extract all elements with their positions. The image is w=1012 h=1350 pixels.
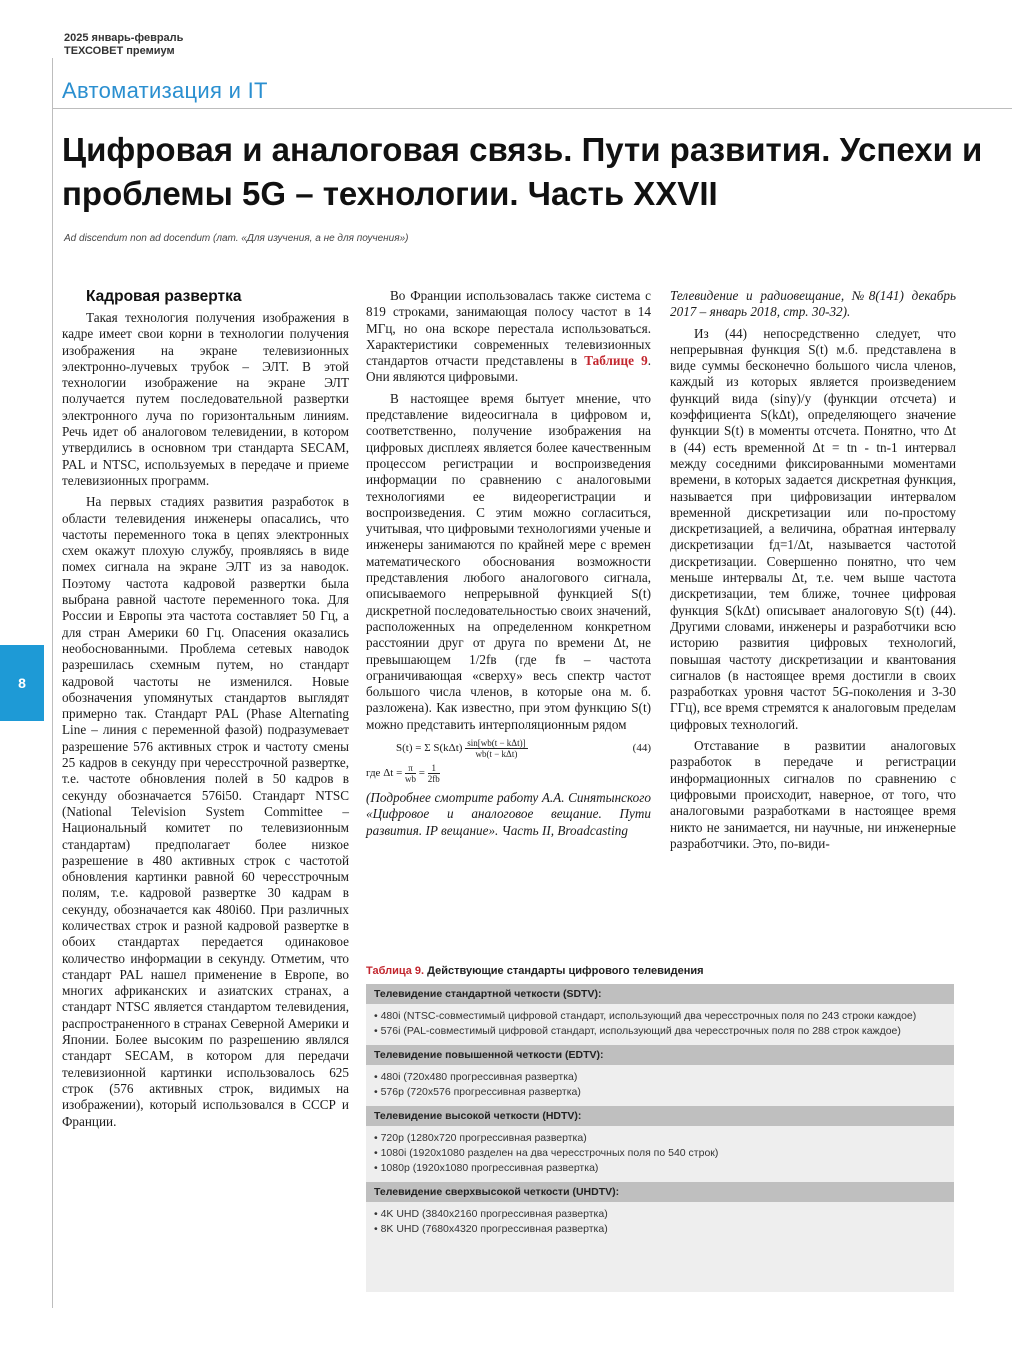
table-item: • 480i (720х480 прогрессивная развертка): [374, 1071, 578, 1083]
table-group-header: Телевидение стандартной четкости (SDTV):: [366, 984, 954, 1004]
epigraph: Ad discendum non ad docendum (лат. «Для изучения, а не для поучения»): [64, 233, 409, 244]
table-group-body: [366, 1126, 954, 1182]
table-item: • 1080р (1920х1080 прогрессивная развертка): [374, 1162, 599, 1174]
table-item: • 720р (1280х720 прогрессивная развертка): [374, 1132, 587, 1144]
formula-number: (44): [632, 742, 651, 755]
paragraph: В настоящее время бытует мнение, что представление видеосигнала в цифровом и, соответственно, получение изображения на цифровых дисплеях является более качественным процессом регистрации и воспроизведения информации по сравнению с аналоговыми технологиями ее видеорегистрации и воспроизведения. С этим можно согласиться, учитывая, что цифровыми технологиями ученые и инженеры занимаются по крайней мере с времен математического обоснования возможности представления любого аналогового сигнала, описываемого непрерывной функцией S(t) дискретной последовательностью своих значений, расположенных на определенном конкретном расстоянии друг от друга по времени Δt, не превышающем 1/2fв (где fв – частота ограничивающая «сверху» весь спектр частот большого числа членов, в которые она м. б. разложена). Как известно, при этом функцию S(t) можно представить интерполяционным рядом: [366, 390, 651, 732]
table-item: • 1080i (1920х1080 разделен на два чересстрочных поля по 540 строк): [374, 1147, 719, 1159]
subheading: Кадровая развертка: [86, 288, 242, 305]
column-2: [366, 288, 651, 844]
table-label: Таблица 9.: [366, 965, 425, 977]
table-item: • 576i (PAL-совместимый цифровой стандарт, использующий два чересстрочных поля по 288 строк каждое): [374, 1025, 901, 1037]
table-item: • 4K UHD (3840х2160 прогрессивная развертка): [374, 1208, 608, 1220]
table-group-body: [366, 1202, 954, 1243]
section-divider: [52, 108, 1012, 109]
paragraph: Отставание в развитии аналоговых разработок в передаче и регистрации информационных сигналов по сравнению с цифровыми происходит, наверное, от того, что аналоговыми разработками в настоящее время никто не занимается, ни научные, ни инженерные разработчики. Это, по-види-: [670, 738, 956, 851]
article-title: Цифровая и аналоговая связь. Пути развития. Успехи и проблемы 5G – технологии. Часть XXVII: [62, 131, 983, 212]
margin-divider: [52, 58, 53, 1308]
formula-delta-t: где Δt = $\frac{\pi}{wb}$ = $\frac{1}{2fb}$: [366, 763, 440, 785]
table-group-body: [366, 1004, 954, 1045]
table-group-body: [366, 1065, 954, 1106]
section-title: Автоматизация и IT: [62, 78, 268, 103]
column-3: [670, 288, 956, 857]
paragraph: На первых стадиях развития разработок в области телевидения инженеры опасались, что частоты переменного тока в цепях электронных схем окажут плохую службу, проявляясь в виде помех сигнала на экране ЭЛТ из за наводок. Поэтому частота кадровой развертки была выбрана равной частоте переменного тока. Для России и Европы эта частота составляет 50 Гц, а для стран Америки 60 Гц. Опасения оказались необоснованными. Проблема сетевых наводок разрешилась схемным путем, но стандарт кадровой частоты не изменился. Новые обозначения упомянутых стандартов выглядят примерно так. Стандарт PAL (Phase Alternating Line – линия с переменной фазой) подразумевает разрешение 576 активных строк и частоту смены 25 кадров в секунду при чересстрочной развертке, т.е. частоте обновления полей в 50 кадров в секунду обозначается 576i50. Стандарт NTSC (National Television System Committee – Национальный комитет по телевизионным стандартам) предполагает более низкое разрешение в 480 активных строк с частотой обновления картинки равной 60 чересстрочным полям, т.е. кадровой развертке 30 кадрам в секунду, обозначается как 480i60. При различных количествах строк и разной кадровой развертке в обоих стандартах передается одинаковое количество информации в секунду. Отметим, что стандарт PAL нашел применение в Европе, во многих африканских и азиатских странах, а стандарт NTSC является стандартом телевидения, распространенного в странах Северной Америки и Японии. Более высоким по разрешению являлся стандарт SECAM, в котором для передачи телевизионной картинки использовалось 625 строк (576 активных строк, видимых на изображении), который использовался в СССР и Франции.: [62, 494, 349, 1129]
table-group-header: Телевидение повышенной четкости (EDTV):: [366, 1045, 954, 1065]
table-item: • 8K UHD (7680х4320 прогрессивная развертка): [374, 1223, 608, 1235]
page-number-tab: [0, 645, 44, 721]
formula-44: S(t) = Σ S(kΔt) $\frac{\text{sin[wb(t − kΔt)]}}{\text{wb(t − kΔt)}}$ (44): [396, 738, 651, 760]
column-1: [62, 288, 349, 1135]
formula-fraction: $\frac{\text{sin[wb(t − kΔt)]}}{\text{wb(t − kΔt)}}$: [467, 738, 526, 760]
issue-date: 2025 январь-февраль: [64, 32, 184, 44]
paragraph: Такая технология получения изображения в кадре имеет свои корни в технологии получения изображения на экране телевизионных электронно-лучевых трубок – ЭЛТ. В этой технологии изображение на экране ЭЛТ получается путем последовательной развертки электронного луча по горизонтальным линиям. Речь идет об аналоговом телевидении, в котором утвердились в основном три стандарта SECAM, PAL и NTSC, используемых в передаче и приеме телевизионных программ.: [62, 310, 349, 488]
table-group-header: Телевидение сверхвысокой четкости (UHDTV):: [366, 1182, 954, 1202]
page-number: 8: [18, 675, 26, 691]
standards-table: [366, 984, 954, 1292]
table-item: • 576р (720х576 прогрессивная развертка): [374, 1086, 581, 1098]
table-reference: Таблице 9: [584, 353, 648, 369]
table-caption: Таблица 9. Действующие стандарты цифрового телевидения: [366, 965, 704, 977]
paragraph: Из (44) непосредственно следует, что непрерывная функция S(t) м.б. представлена в виде суммы бесконечно большого числа членов, каждый из которых является произведением функций вида (siny)/y (функции отсчета) и коэффициента S(kΔt), определяющего значение функции S(t) в моменты отсчета. Понятно, что Δt в (44) есть временной Δt = tn - tn-1 интервал между соседними фиксированными моментами времени, в которых задается дискретная функция, называется при цифровизации интервалом временной дискретизации или по-простому дискретизацией, а величина, обратная интервалу дискретизации fд=1/Δt, называется частотой дискретизации. Совершенно понятно, что чем меньше интервалы Δt, т.е. чем выше частота дискретизации, тем ближе, точнее цифровая функция S(kΔt) описывает аналоговую S(t) (44). Другими словами, инженеры и разработчики всю историю развития цифровых технологий, повышая частоту дискретизации и квантования сигналов (в настоящее время достигли в своих разработках уровня частот 5G-поколения и 3-30 ГГц), все время стремятся к аналоговым пределам цифровых технологий.: [670, 325, 956, 732]
reference-note: (Подробнее смотрите работу А.А. Синятынского «Цифровое и аналоговое вещание. Пути развития. IP вещание». Часть II, Broadcasting: [366, 790, 651, 838]
magazine-name: ТЕХСОВЕТ премиум: [64, 45, 175, 57]
reference-note-end: Телевидение и радиовещание, №8(141) декабрь 2017 – январь 2018, стр. 30-32).: [670, 288, 956, 320]
paragraph: Во Франции использовалась также система с 819 строками, занимающая полосу частот в 14 МГц, но она вскоре перестала использоваться. Характеристики современных телевизионных стандартов отчасти представлены в Таблице 9. Они являются цифровыми.: [366, 288, 651, 385]
table-group-header: Телевидение высокой четкости (HDTV):: [366, 1106, 954, 1126]
table-item: • 480i (NTSC-совместимый цифровой стандарт, использующий два чересстрочных поля по 243 строки каждое): [374, 1010, 917, 1022]
issue-info: [64, 32, 183, 58]
